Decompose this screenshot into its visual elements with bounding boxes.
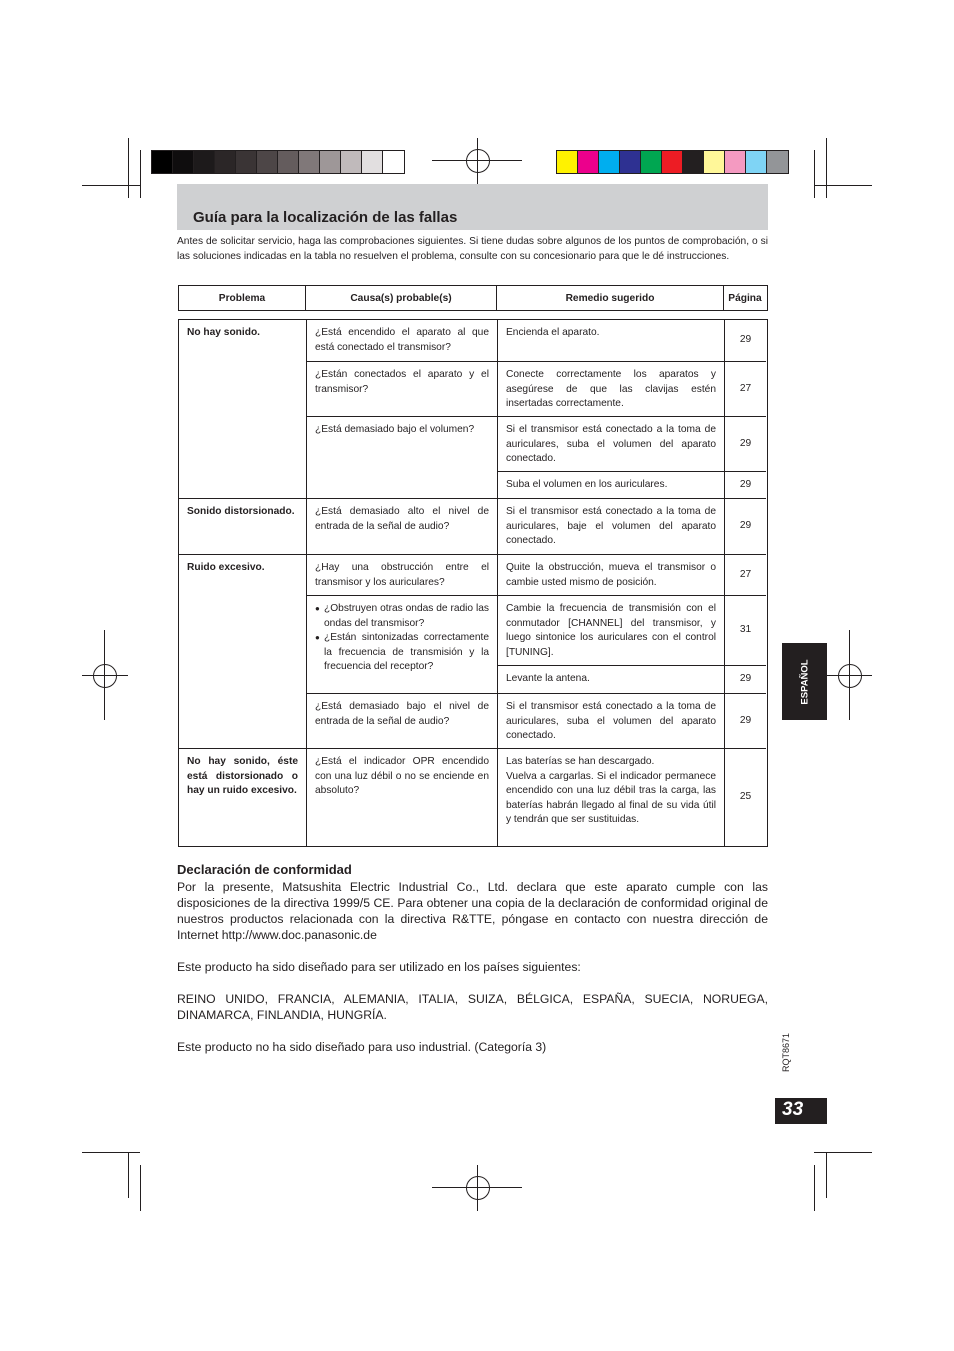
registration-line	[477, 1165, 478, 1211]
remedy-cell: Si el transmisor está conectado a la toma de auriculares, suba el volumen del aparato conectado.	[497, 693, 724, 748]
header-cause: Causa(s) probable(s)	[306, 286, 497, 310]
color-swatch	[215, 151, 236, 173]
crop-mark	[140, 1165, 141, 1211]
color-swatch	[620, 151, 641, 173]
crop-mark	[814, 1152, 872, 1153]
crop-mark	[814, 150, 815, 198]
crop-mark	[826, 1152, 827, 1198]
remedy-cell: Cambie la frecuencia de transmisión con el conmutador [CHANNEL] del transmisor, y luego sintonice los auriculares con el control [TUNING].	[497, 595, 724, 665]
page-cell: 29	[724, 471, 766, 498]
color-swatch	[341, 151, 362, 173]
cause-bullet: ● ¿Están sintonizadas correctamente la frecuencia de transmisión y la frecuencia del receptor?	[315, 631, 489, 675]
model-number: RQT8671	[781, 1032, 791, 1072]
color-bar	[556, 150, 789, 174]
registration-line	[82, 675, 128, 676]
color-swatch	[662, 151, 683, 173]
page-cell: 27	[724, 361, 766, 416]
crop-mark	[82, 1152, 140, 1153]
registration-target	[466, 149, 490, 173]
cause-cell: ¿Hay una obstrucción entre el transmisor y los auriculares?	[306, 554, 497, 595]
color-swatch	[320, 151, 341, 173]
header-problem: Problema	[179, 286, 306, 310]
color-swatch	[641, 151, 662, 173]
countries-list: REINO UNIDO, FRANCIA, ALEMANIA, ITALIA, SUIZA, BÉLGICA, ESPAÑA, SUECIA, NORUEGA, DINAMARCA, FINLANDIA, HUNGRÍA.	[177, 992, 768, 1022]
problem-cell: Ruido excesivo.	[179, 554, 306, 748]
remedy-cell: Levante la antena.	[497, 665, 724, 693]
registration-target	[466, 1176, 490, 1200]
color-swatch	[767, 151, 788, 173]
page-cell: 25	[724, 748, 766, 846]
language-label: ESPAÑOL	[799, 658, 810, 705]
header-page: Página	[728, 292, 762, 304]
section-header-band	[177, 184, 768, 230]
crop-mark	[128, 1152, 129, 1198]
color-swatch	[236, 151, 257, 173]
cause-cell: ¿Están conectados el aparato y el transmisor?	[306, 361, 497, 416]
color-swatch	[299, 151, 320, 173]
crop-mark	[82, 185, 140, 186]
gray-scale-bar	[151, 150, 405, 174]
page-cell: 29	[724, 498, 766, 554]
crop-mark	[128, 138, 129, 198]
color-swatch	[152, 151, 173, 173]
cause-bullet: ● ¿Obstruyen otras ondas de radio las ondas del transmisor?	[315, 602, 489, 631]
color-swatch	[557, 151, 578, 173]
crop-mark	[826, 138, 827, 198]
remedy-cell: Si el transmisor está conectado a la toma de auriculares, baje el volumen del aparato conectado.	[497, 498, 724, 554]
remedy-cell: Encienda el aparato.	[497, 320, 724, 361]
registration-target	[838, 664, 862, 688]
cause-cell: ¿Está demasiado alto el nivel de entrada de la señal de audio?	[306, 498, 497, 554]
color-swatch	[173, 151, 194, 173]
problem-cell: No hay sonido.	[187, 327, 261, 338]
problem-cell: No hay sonido, éste está distorsionado o hay un ruido excesivo.	[179, 748, 306, 846]
cause-cell: ¿Está el indicador OPR encendido con una luz débil o no se enciende en absoluto?	[306, 748, 497, 846]
countries-intro: Este producto ha sido diseñado para ser utilizado en los países siguientes:	[177, 960, 581, 974]
declaration-paragraph: Por la presente, Matsushita Electric Industrial Co., Ltd. declara que este aparato cumple con las disposiciones de la directiva 1999/5 CE. Para obtener una copia de la declaración de conformidad original de nuestros productos relacionada con la directiva R&TTE, póngase en contacto con nuestra dirección de Internet http://www.doc.panasonic.de	[177, 880, 768, 942]
cause-cell: ¿Está demasiado bajo el nivel de entrada de la señal de audio?	[306, 693, 497, 748]
declaration-title: Declaración de conformidad	[177, 862, 352, 877]
remedy-cell: Conecte correctamente los aparatos y asegúrese de que las clavijas estén insertadas correctamente.	[497, 361, 724, 416]
registration-line	[104, 630, 105, 720]
page-cell: 27	[724, 554, 766, 595]
registration-line	[849, 630, 850, 720]
color-swatch	[383, 151, 404, 173]
remedy-cell-multi	[497, 748, 724, 846]
color-swatch	[683, 151, 704, 173]
registration-line	[477, 138, 478, 184]
page-cell: 31	[724, 595, 766, 665]
language-tab	[782, 643, 827, 720]
remedy-cell: Quite la obstrucción, mueva el transmisor o cambie usted mismo de posición.	[497, 554, 724, 595]
page-number-box	[775, 1098, 827, 1124]
intro-paragraph: Antes de solicitar servicio, haga las comprobaciones siguientes. Si tiene dudas sobre algunos de los puntos de comprobación, o si las soluciones indicadas en la tabla no resuelven el problema, consulte con su concesionario para que le dé instrucciones.	[177, 236, 768, 262]
page-cell: 29	[724, 320, 766, 361]
table-header	[178, 285, 768, 311]
color-swatch	[578, 151, 599, 173]
page-cell: 29	[724, 693, 766, 748]
crop-mark	[140, 150, 141, 198]
problem-cell: Sonido distorsionado.	[179, 498, 306, 554]
color-swatch	[194, 151, 215, 173]
color-swatch	[704, 151, 725, 173]
page-cell: 29	[724, 416, 766, 471]
remedy-cell: Si el transmisor está conectado a la toma de auriculares, suba el volumen del aparato conectado.	[497, 416, 724, 471]
crop-mark	[814, 1165, 815, 1211]
color-swatch	[746, 151, 767, 173]
remedy-cell: Suba el volumen en los auriculares.	[497, 471, 724, 498]
color-swatch	[257, 151, 278, 173]
color-swatch	[725, 151, 746, 173]
remedy-line: Las baterías se han descargado.	[506, 756, 655, 767]
color-swatch	[599, 151, 620, 173]
crop-mark	[814, 185, 872, 186]
remedy-line: Vuelva a cargarlas. Si el indicador permanece encendido con una luz débil tras la carga, las baterías habrán llegado al final de su vida útil y tendrán que ser sustituidas.	[506, 770, 716, 826]
troubleshooting-table	[178, 319, 768, 847]
industrial-note: Este producto no ha sido diseñado para uso industrial. (Categoría 3)	[177, 1040, 547, 1054]
page-cell: 29	[724, 665, 766, 693]
color-swatch	[362, 151, 383, 173]
registration-target	[93, 664, 117, 688]
cause-cell: ¿Está encendido el aparato al que está conectado el transmisor?	[306, 320, 497, 361]
page-title: Guía para la localización de las fallas	[193, 209, 458, 226]
page-number: 33	[782, 1099, 804, 1120]
header-remedy: Remedio sugerido	[497, 286, 724, 310]
color-swatch	[278, 151, 299, 173]
cause-cell: ¿Está demasiado bajo el volumen?	[306, 416, 497, 498]
cause-cell-list	[306, 595, 497, 693]
